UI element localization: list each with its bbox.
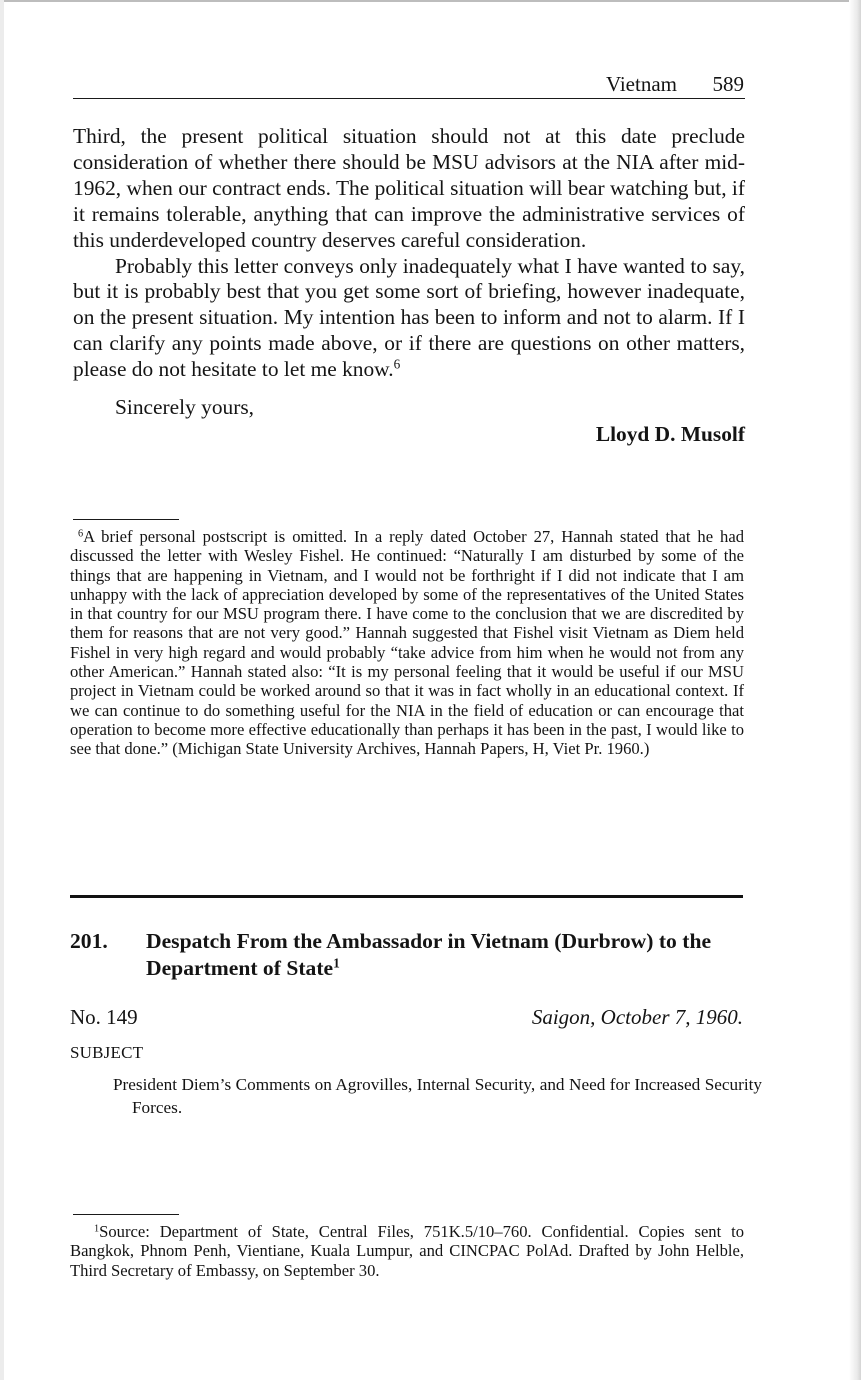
- place-date: Saigon, October 7, 1960.: [531, 1005, 743, 1029]
- footnote-separator-bottom: [73, 1214, 179, 1215]
- footnote-1-marker: 1: [94, 1223, 100, 1235]
- letter-body: [73, 124, 745, 448]
- document-title: [146, 928, 750, 981]
- running-head-title: Vietnam: [605, 72, 677, 96]
- page-edge-right: [849, 0, 861, 1380]
- subject-text: President Diem’s Comments on Agrovilles, Internal Security, and Need for Increased Security Forces.: [113, 1075, 762, 1117]
- letter-closing: Sincerely yours,: [115, 395, 255, 420]
- letter-signature: Lloyd D. Musolf: [595, 421, 745, 446]
- letter-paragraph-2-text: Probably this letter conveys only inadequately what I have wanted to say, but it is probably best that you get some sort of briefing, however inadequate, on the present situation. My intention has been to inform and not to alarm. If I can clarify any points made above, or if there are questions on other matters, please do not hesitate to let me know.: [73, 253, 745, 382]
- footnote-1-text: Source: Department of State, Central Files, 751K.5/10–760. Confidential. Copies sent to Bangkok, Phnom Penh, Vientiane, Kuala Lumpur, and CINCPAC PolAd. Drafted by John Helble, Third Secretary of Embassy, on September 30.: [70, 1222, 744, 1280]
- page-edge-left: [0, 0, 4, 1380]
- footnote-6-marker: 6: [78, 528, 84, 540]
- page-edge-top: [0, 0, 861, 2]
- footnote-separator: [73, 519, 179, 520]
- footnote-6-text: A brief personal postscript is omitted. In a reply dated October 27, Hannah stated that he had discussed the letter with Wesley Fishel. He continued: “Naturally I am disturbed by some of the things that are happening in Vietnam, and I would not be forthright if I did not indicate that I am unhappy with the lack of appreciation developed by some of the representatives of the United States in that country for our MSU program there. I have come to the conclusion that we are discredited by them for reasons that are not very good.” Hannah suggested that Fishel visit Vietnam as Diem held Fishel in very high regard and would probably “take advice from him when he would not from any other American.” Hannah stated also: “It is my personal feeling that it would be useful if our MSU project in Vietnam could be worked around so that it was in fact wholly in an educational context. If we can continue to do something useful for the NIA in the field of education or can encourage that operation to become more effective educationally than perhaps it has been in the past, I would like to see that done.” (Michigan State University Archives, Hannah Papers, H, Viet Pr. 1960.): [70, 527, 744, 759]
- letter-paragraph-1: Third, the present political situation should not at this date preclude consideration of whether there should be MSU advisors at the NIA after mid-1962, when our contract ends. The political situation will bear watching but, if it remains tolerable, anything that can improve the administrative services of this underdeveloped country deserves careful consideration.: [73, 124, 745, 252]
- page-number: 589: [712, 72, 744, 96]
- footnote-ref-6[interactable]: 6: [393, 356, 401, 372]
- subject-label: SUBJECT: [70, 1043, 144, 1062]
- running-head: [73, 70, 745, 99]
- section-divider: [70, 895, 743, 898]
- footnote-ref-1[interactable]: 1: [333, 955, 340, 971]
- letter-paragraph-2: [73, 254, 745, 384]
- document-title-text: Despatch From the Ambassador in Vietnam (Durbrow) to the Department of State: [146, 929, 712, 980]
- despatch-number: No. 149: [70, 1005, 138, 1029]
- footnote-1: [70, 1222, 744, 1280]
- document-number: 201.: [70, 929, 108, 953]
- footnote-6: [70, 527, 744, 759]
